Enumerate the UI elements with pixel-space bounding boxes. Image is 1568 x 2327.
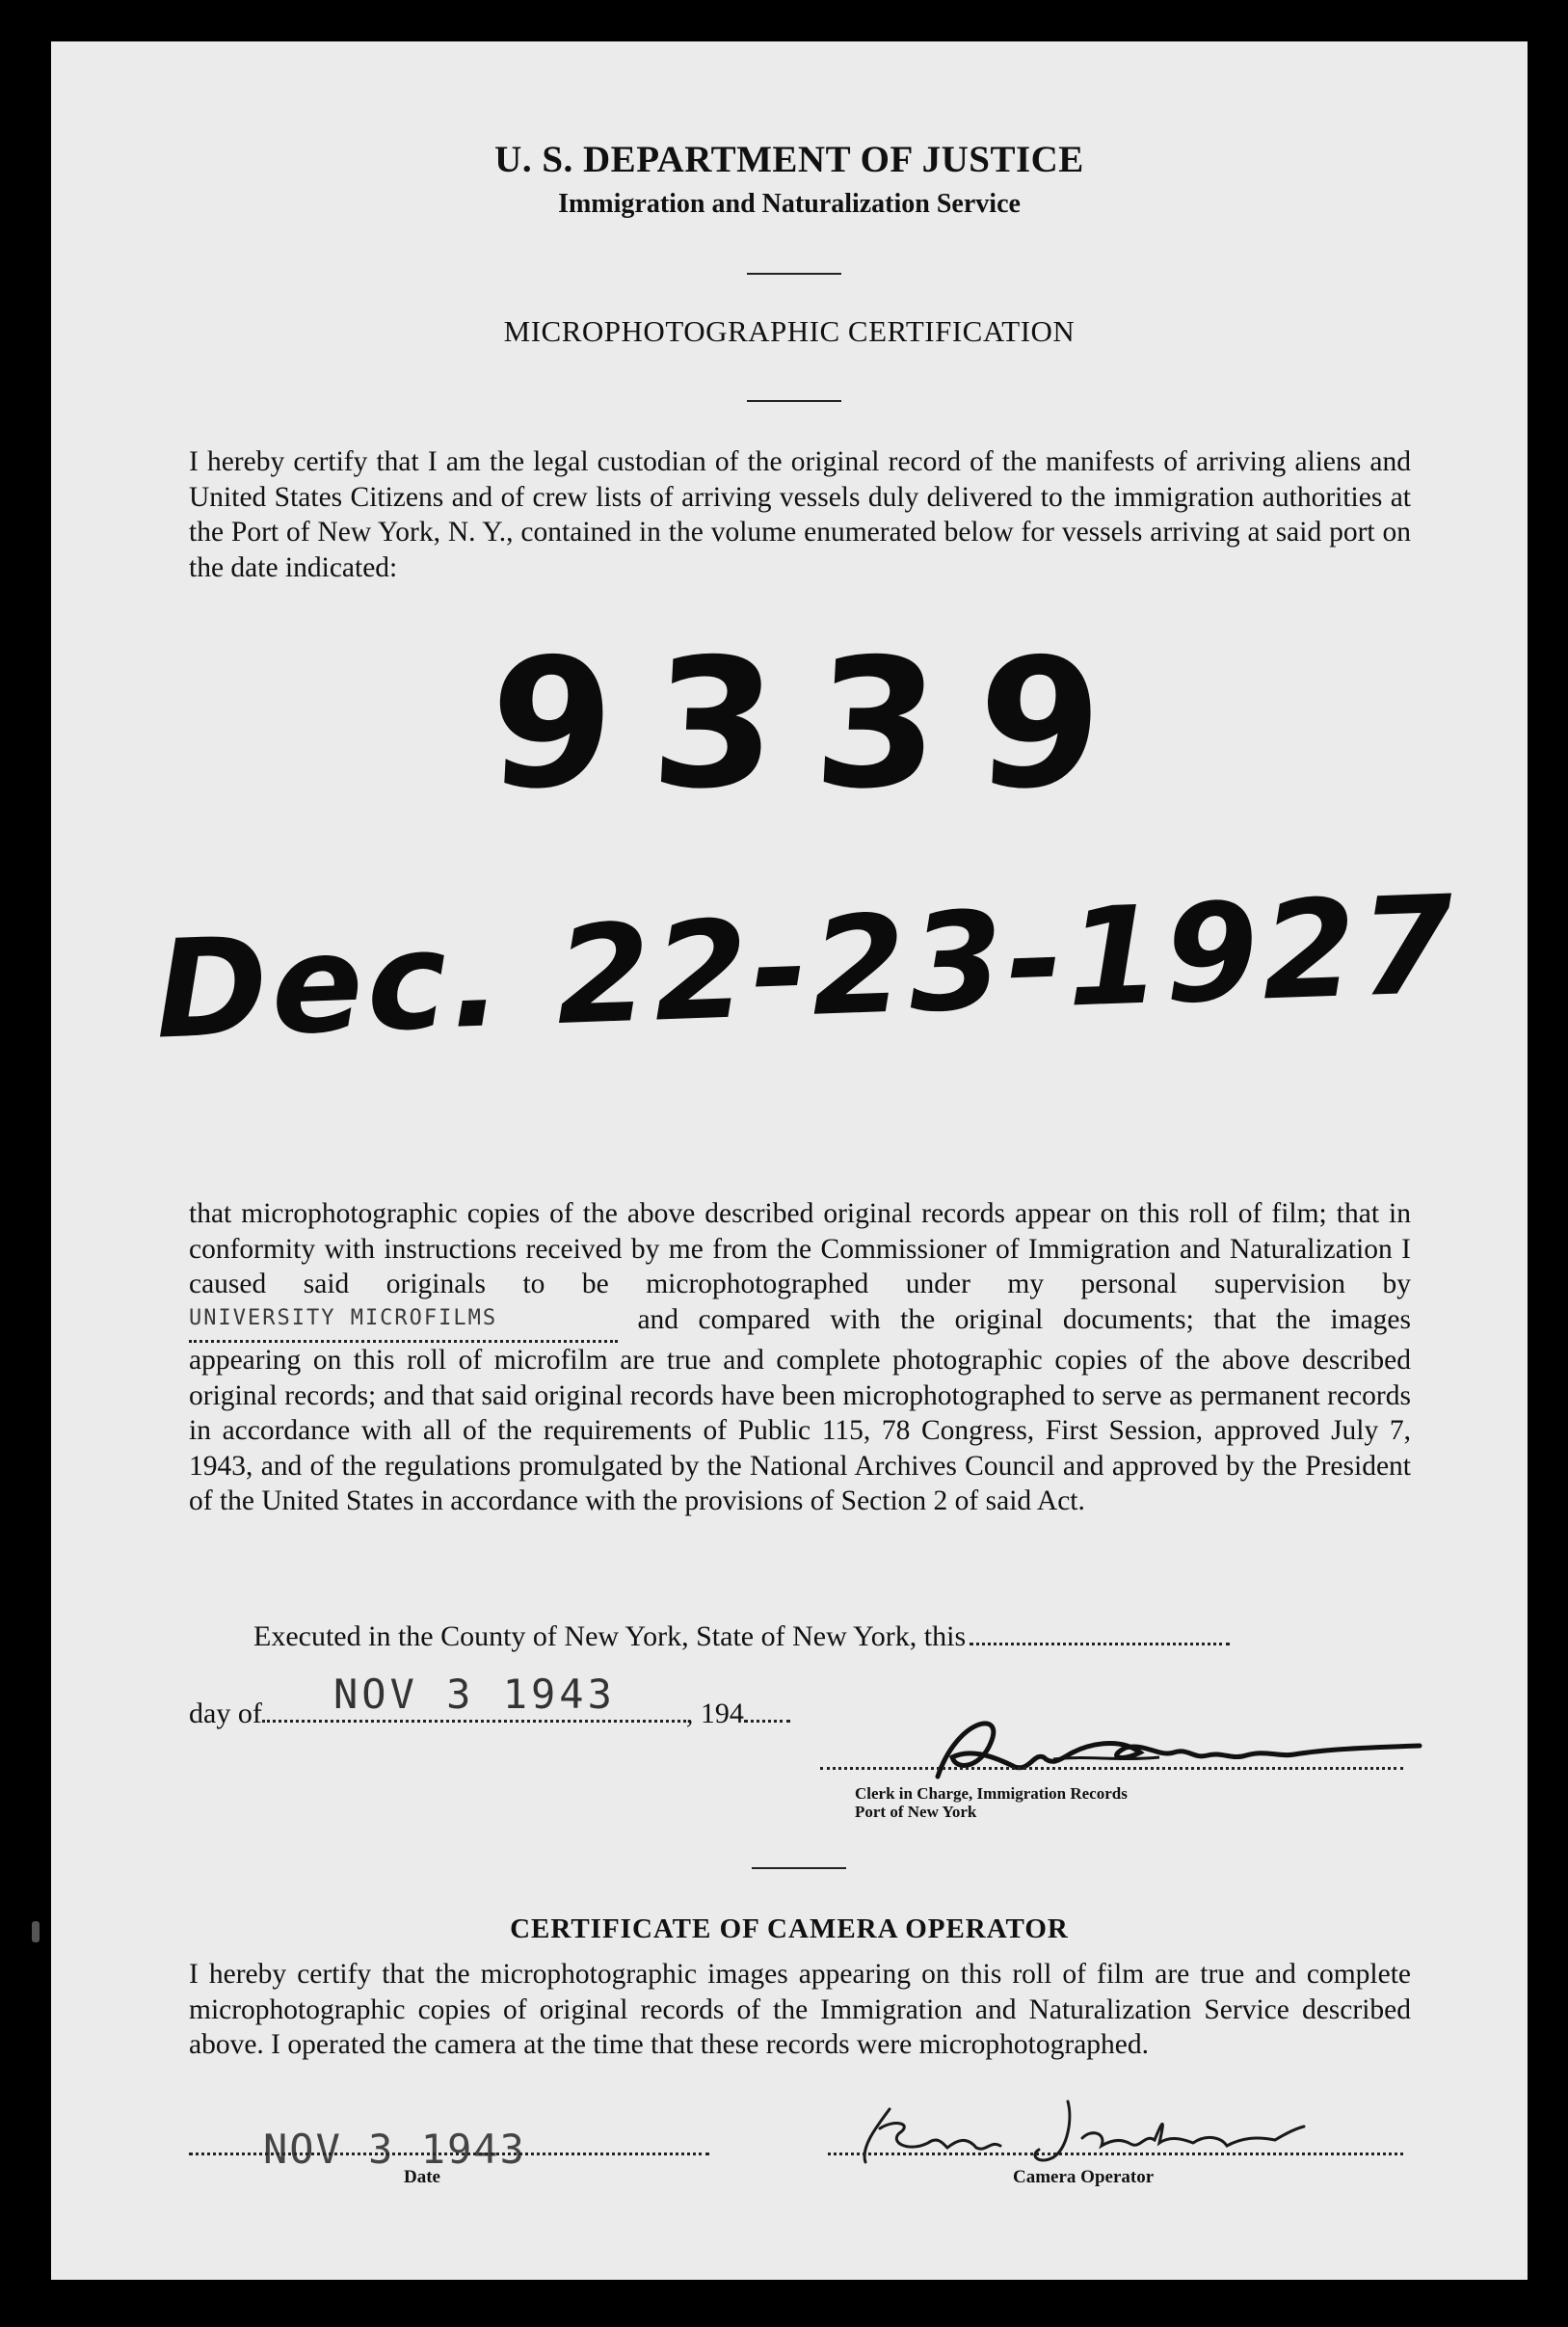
intro-paragraph: I hereby certify that I am the legal custodian of the original record of the manifests of arriving aliens and United States Citizens and of crew lists of arriving vessels duly delivered to the immigration authorities at the Port of New York, N. Y., contained in the volume enumerated below for vessels arriving at said port on the date indicated: (189, 446, 1411, 583)
clerk-title (855, 1784, 1128, 1821)
clerk-title-line2: Port of New York (855, 1803, 977, 1821)
date-stamp-operator: NOV 3 1943 (263, 2126, 526, 2173)
divider-top (747, 273, 841, 275)
certification-title: MICROPHOTOGRAPHIC CERTIFICATION (503, 314, 1076, 348)
operator-signature (822, 2090, 1323, 2177)
divider-bottom (752, 1867, 846, 1869)
operator-label: Camera Operator (1013, 2167, 1155, 2187)
divider-middle (747, 400, 841, 402)
body-paragraph (189, 1196, 1411, 1519)
year-field (744, 1720, 790, 1723)
date-label: Date (404, 2167, 440, 2187)
clerk-signature-line (820, 1767, 1403, 1770)
operator-signature-line (828, 2153, 1403, 2155)
camera-paragraph: I hereby certify that the microphotographic images appearing on this roll of film are true and complete microphotographic copies of original records of the Immigration and Naturalization Service described above. I operated the camera at the time that these records were microphotographed. (189, 1959, 1411, 2060)
clerk-title-line1: Clerk in Charge, Immigration Records (855, 1784, 1128, 1803)
department-title: U. S. DEPARTMENT OF JUSTICE (494, 139, 1084, 180)
day-of-field (262, 1720, 686, 1723)
camera-certificate-title: CERTIFICATE OF CAMERA OPERATOR (510, 1913, 1069, 1944)
date-stamp-clerk: NOV 3 1943 (333, 1671, 616, 1718)
body-text-part1: that microphotographic copies of the above described original records appear on this roll of film; that in conformity with instructions received by me from the Commissioner of Immigration and Naturalization I caused said originals to be microphotographed under my personal supervision by (189, 1198, 1411, 1299)
film-edge-mark (32, 1921, 40, 1942)
certificate-sheet (51, 41, 1528, 2280)
date-line (189, 2153, 709, 2155)
day-of-label: day of (189, 1698, 262, 1729)
body-text-part2: and compared with the original documents; that the images appearing on this roll of microfilm are true and complete photographic copies of the above described original records; and that said original records have been microphotographed to serve as permanent records in accordance with all of the requirements of Public 115, 78 Congress, First Session, approved July 7, 1943, and of the regulations promulgated by the National Archives Council and approved by the President of the United States in accordance with the provisions of Section 2 of said Act. (189, 1303, 1411, 1516)
executed-text: Executed in the County of New York, State of New York, this (253, 1620, 967, 1652)
handwritten-vessel-dates: Dec. 22-23-1927 (152, 867, 1461, 1070)
executed-day-field (970, 1643, 1230, 1645)
handwritten-roll-number: 9339 (484, 620, 1146, 828)
executed-line (253, 1620, 1230, 1653)
agency-field (189, 1302, 618, 1344)
year-prefix: , 194 (685, 1698, 744, 1729)
service-subtitle: Immigration and Naturalization Service (558, 189, 1021, 219)
typed-agency-name: UNIVERSITY MICROFILMS (189, 1305, 498, 1330)
